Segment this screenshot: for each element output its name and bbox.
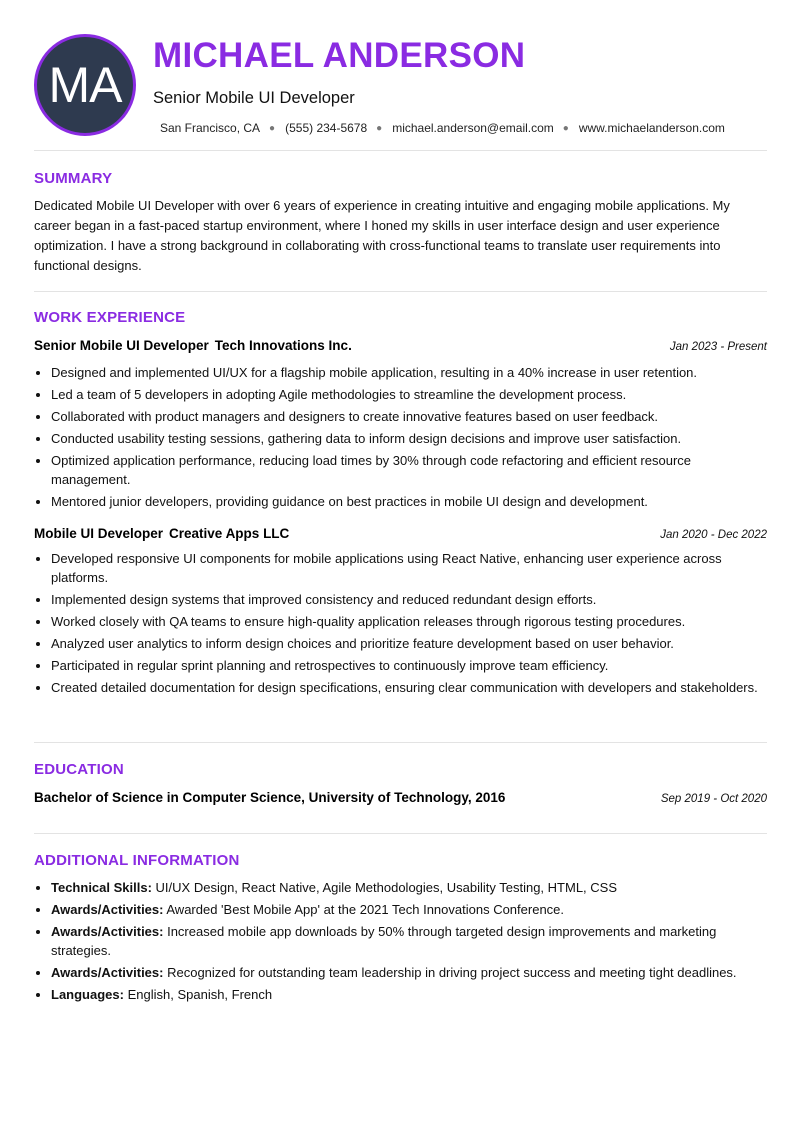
- item-label: Awards/Activities:: [51, 965, 164, 980]
- list-item: • Developed responsive UI components for mobile applications using React Native, enhancing user experience across platforms.: [51, 549, 771, 587]
- item-label: Awards/Activities:: [51, 924, 164, 939]
- job-company: Tech Innovations Inc.: [214, 338, 352, 353]
- job-bullets: [34, 363, 771, 514]
- item-label: Awards/Activities:: [51, 902, 164, 917]
- education-degree: Bachelor of Science in Computer Science, University of Technology, 2016: [34, 790, 506, 805]
- list-item: [51, 963, 771, 982]
- section-divider: [34, 833, 767, 834]
- separator-dot-icon: ●: [269, 122, 276, 134]
- section-divider: [34, 150, 767, 151]
- separator-dot-icon: ●: [562, 122, 569, 134]
- list-item: • Optimized application performance, reducing load times by 30% through code refactoring and efficient resource management.: [51, 451, 771, 489]
- additional-list: [34, 878, 771, 1007]
- list-item: • Worked closely with QA teams to ensure high-quality application releases through rigorous testing procedures.: [51, 612, 771, 631]
- job-company: Creative Apps LLC: [169, 526, 290, 541]
- summary-heading: SUMMARY: [34, 170, 113, 187]
- list-item: • Designed and implemented UI/UX for a flagship mobile application, resulting in a 40% increase in user retention.: [51, 363, 771, 382]
- contact-phone[interactable]: (555) 234-5678: [285, 121, 368, 135]
- contact-website[interactable]: www.michaelanderson.com: [578, 121, 725, 135]
- item-label: Languages:: [51, 987, 124, 1002]
- list-item: [51, 900, 771, 919]
- list-item: [51, 922, 771, 960]
- candidate-name: MICHAEL ANDERSON: [153, 36, 526, 75]
- list-item: • Analyzed user analytics to inform design choices and prioritize feature development based on user behavior.: [51, 634, 771, 653]
- candidate-role: Senior Mobile UI Developer: [153, 89, 355, 107]
- list-item: • Created detailed documentation for design specifications, ensuring clear communication with developers and stakeholders.: [51, 678, 771, 697]
- list-item: • Conducted usability testing sessions, gathering data to inform design decisions and improve user satisfaction.: [51, 429, 771, 448]
- list-item: [51, 985, 771, 1004]
- education-heading: EDUCATION: [34, 761, 124, 778]
- list-item: • Participated in regular sprint planning and retrospectives to continuously improve team efficiency.: [51, 656, 771, 675]
- section-divider: [34, 742, 767, 743]
- separator-dot-icon: ●: [376, 122, 383, 134]
- additional-heading: ADDITIONAL INFORMATION: [34, 852, 240, 869]
- contact-location: San Francisco, CA: [160, 121, 261, 135]
- avatar-initials: MA: [48, 57, 122, 113]
- job-header: [34, 526, 767, 541]
- job-title: [34, 338, 352, 353]
- contact-bar: [160, 121, 725, 135]
- item-text: UI/UX Design, React Native, Agile Methodologies, Usability Testing, HTML, CSS: [155, 880, 618, 895]
- job-header: [34, 338, 767, 353]
- summary-text: Dedicated Mobile UI Developer with over 6 years of experience in creating intuitive and engaging mobile applications. My career began in a fast-paced startup environment, where I honed my skills in user interface design and user experience optimization. I have a strong background in collaborating with cross-functional teams to translate user requirements into functional designs.: [34, 198, 730, 273]
- item-text: Awarded 'Best Mobile App' at the 2021 Tech Innovations Conference.: [166, 902, 565, 917]
- contact-email[interactable]: michael.anderson@email.com: [392, 121, 554, 135]
- section-divider: [34, 291, 767, 292]
- item-text: Increased mobile app downloads by 50% through targeted design improvements and marketing strategies.: [51, 924, 717, 958]
- job-bullets: [34, 549, 771, 700]
- education-dates: Sep 2019 - Oct 2020: [660, 793, 767, 805]
- list-item: • Led a team of 5 developers in adopting Agile methodologies to streamline the development process.: [51, 385, 771, 404]
- job-position: Mobile UI Developer: [34, 526, 164, 541]
- job-dates: Jan 2023 - Present: [669, 341, 767, 353]
- job-dates: Jan 2020 - Dec 2022: [660, 529, 767, 541]
- item-text: English, Spanish, French: [127, 987, 273, 1002]
- education-row: [34, 790, 767, 805]
- job-position: Senior Mobile UI Developer: [34, 338, 209, 353]
- list-item: • Collaborated with product managers and designers to create innovative features based on user feedback.: [51, 407, 771, 426]
- avatar: [34, 34, 136, 136]
- list-item: [51, 878, 771, 897]
- list-item: • Implemented design systems that improved consistency and reduced redundant design efforts.: [51, 590, 771, 609]
- experience-heading: WORK EXPERIENCE: [34, 309, 186, 326]
- job-title: [34, 526, 289, 541]
- list-item: • Mentored junior developers, providing guidance on best practices in mobile UI design and development.: [51, 492, 771, 511]
- item-label: Technical Skills:: [51, 880, 152, 895]
- item-text: Recognized for outstanding team leadership in driving project success and meeting tight deadlines.: [167, 965, 737, 980]
